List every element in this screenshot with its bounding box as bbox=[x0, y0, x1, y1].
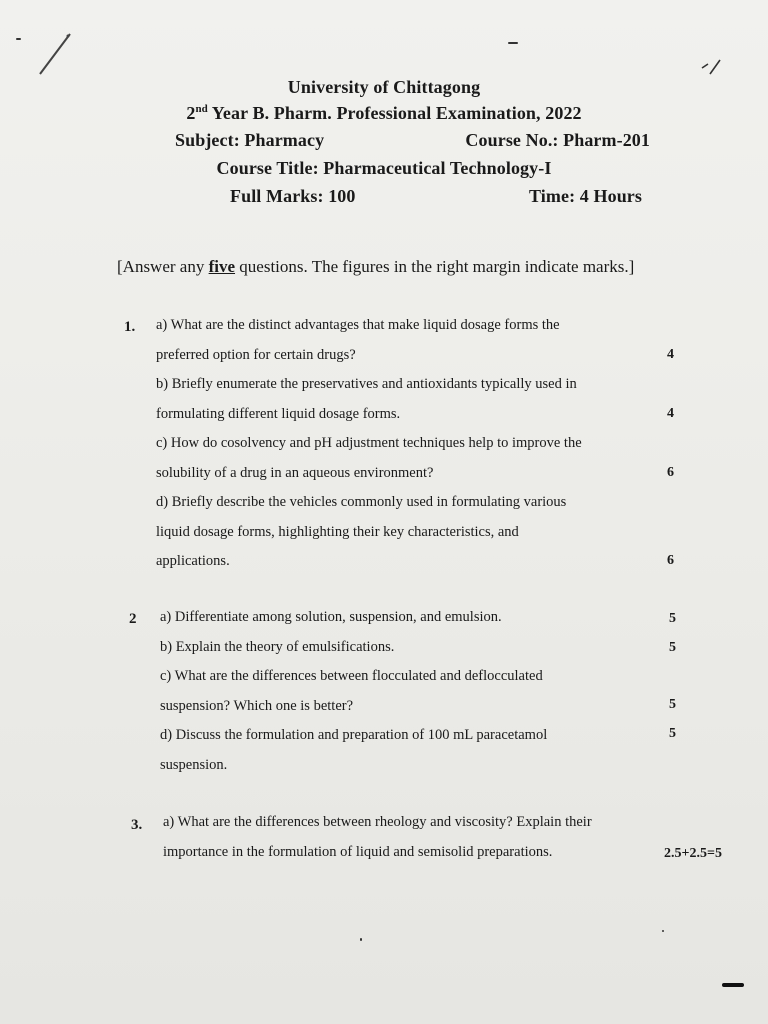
question-line: c) How do cosolvency and pH adjustment techniques help to improve the bbox=[156, 435, 582, 451]
question-1-body bbox=[156, 311, 582, 577]
marks-value: 6 bbox=[667, 553, 674, 568]
question-line: suspension. bbox=[160, 756, 228, 773]
exam-title bbox=[0, 103, 768, 124]
speck bbox=[722, 983, 744, 987]
question-3-body bbox=[163, 808, 592, 867]
question-line: b) Briefly enumerate the preservatives and antioxidants typically used in bbox=[156, 376, 577, 392]
instruction-emphasis: five bbox=[208, 257, 236, 276]
course-number: Course No.: Pharm-201 bbox=[465, 130, 650, 150]
speck bbox=[360, 938, 362, 941]
question-line: a) Differentiate among solution, suspension, and emulsion. bbox=[160, 609, 502, 625]
marks-value: 5 bbox=[669, 611, 676, 626]
question-2-body bbox=[160, 603, 547, 780]
question-line: liquid dosage forms, highlighting their key characteristics, and bbox=[156, 523, 519, 540]
marks-value: 6 bbox=[667, 465, 674, 480]
question-line: suspension? Which one is better? bbox=[160, 697, 354, 714]
instruction bbox=[117, 257, 634, 277]
marks-value: 4 bbox=[667, 347, 674, 362]
instruction-text-end: questions. The figures in the right margin indicate marks.] bbox=[235, 257, 635, 276]
question-line: d) Briefly describe the vehicles commonly used in formulating various bbox=[156, 494, 567, 510]
question-number: 2 bbox=[129, 611, 137, 627]
speck bbox=[662, 930, 664, 932]
year-ordinal: 2 bbox=[186, 103, 196, 123]
university-name: University of Chittagong bbox=[287, 77, 481, 97]
marks-value: 5 bbox=[669, 726, 676, 741]
question-number: 1. bbox=[124, 319, 136, 335]
year-ordinal-suffix: nd bbox=[195, 103, 208, 115]
question-line: a) What are the distinct advantages that make liquid dosage forms the bbox=[156, 317, 560, 333]
speck bbox=[16, 38, 21, 40]
marks-value: 4 bbox=[667, 406, 674, 421]
question-line: c) What are the differences between flocculated and deflocculated bbox=[160, 668, 543, 684]
question-line: d) Discuss the formulation and preparation of 100 mL paracetamol bbox=[160, 727, 548, 743]
question-line: formulating different liquid dosage forms. bbox=[156, 405, 401, 422]
question-line: solubility of a drug in an aqueous environment? bbox=[156, 464, 434, 481]
question-line: b) Explain the theory of emulsifications. bbox=[160, 638, 395, 655]
speck bbox=[508, 42, 518, 44]
marks-value: 5 bbox=[669, 697, 676, 712]
time-allowed: Time: 4 Hours bbox=[529, 186, 642, 206]
exam-name: Year B. Pharm. Professional Examination, 2022 bbox=[207, 103, 582, 123]
course-title: Course Title: Pharmaceutical Technology-I bbox=[216, 158, 552, 178]
question-number: 3. bbox=[131, 817, 143, 833]
question-line: a) What are the differences between rheology and viscosity? Explain their bbox=[163, 814, 592, 830]
subject: Subject: Pharmacy bbox=[175, 130, 325, 150]
question-line: applications. bbox=[156, 553, 230, 569]
marks-value: 5 bbox=[669, 640, 676, 655]
marks-value: 2.5+2.5=5 bbox=[664, 846, 722, 861]
full-marks: Full Marks: 100 bbox=[230, 186, 356, 206]
question-line: importance in the formulation of liquid and semisolid preparations. bbox=[163, 843, 553, 860]
subject-row bbox=[175, 130, 650, 151]
marks-time-row bbox=[230, 186, 642, 207]
question-line: preferred option for certain drugs? bbox=[156, 346, 356, 363]
instruction-text-start: [Answer any bbox=[117, 257, 209, 276]
